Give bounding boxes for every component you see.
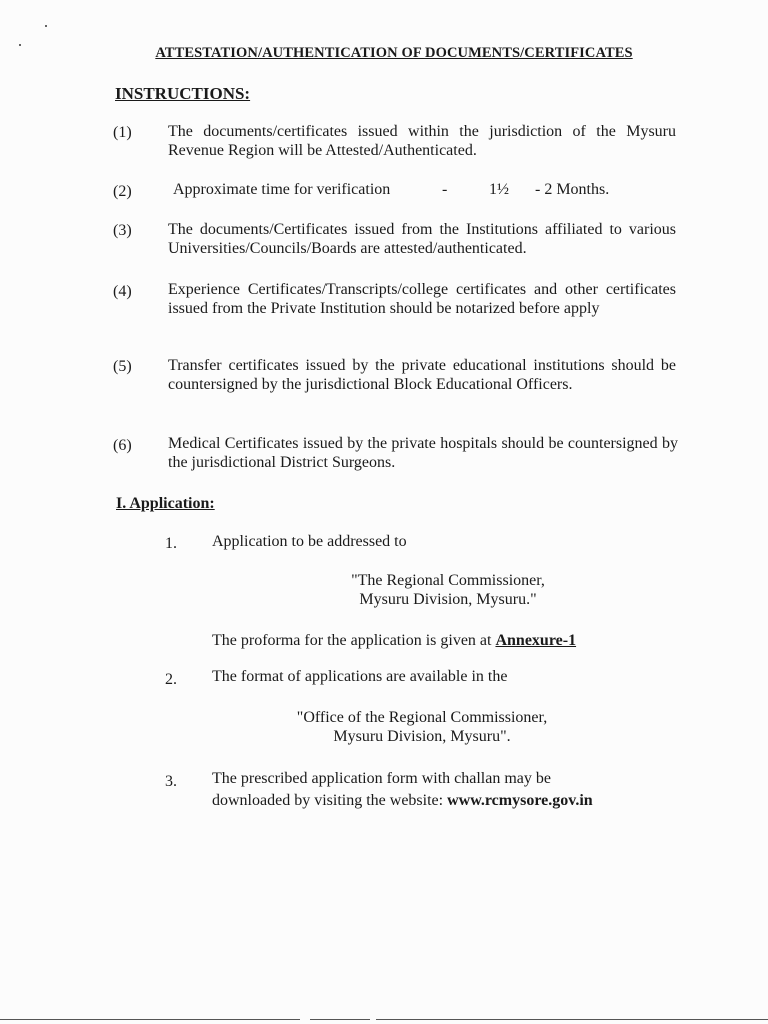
scan-edge-line <box>310 1019 370 1020</box>
address-line: Mysuru Division, Mysuru." <box>359 591 537 608</box>
address-block <box>318 571 578 609</box>
instruction-number: (6) <box>113 437 132 454</box>
application-item-text: The prescribed application form with challan may be <box>212 770 551 787</box>
application-item-number: 1. <box>165 535 177 552</box>
application-item-number: 2. <box>165 671 177 688</box>
instruction-text: The documents/certificates issued within the jurisdiction of the Mysuru Revenue Region will be Attested/Authenticated. <box>168 123 676 159</box>
instructions-heading: INSTRUCTIONS: <box>115 84 251 103</box>
application-heading: I. Application: <box>116 495 215 512</box>
website-note-text: downloaded by visiting the website: <box>212 792 448 809</box>
instruction-number: (5) <box>113 358 132 375</box>
instruction-number: (1) <box>113 124 132 141</box>
application-item-text: Application to be addressed to <box>212 533 407 550</box>
instruction-text: Approximate time for verification <box>173 181 391 198</box>
address-line: "Office of the Regional Commissioner, <box>296 709 548 726</box>
application-item-text: The format of applications are available in the <box>212 668 508 685</box>
instruction-text: Transfer certificates issued by the private educational institutions should be countersigned by the jurisdictional Block Educational Officers. <box>168 357 676 393</box>
address-block <box>262 708 582 746</box>
document-title: ATTESTATION/AUTHENTICATION OF DOCUMENTS/CERTIFICATES <box>155 45 633 61</box>
proforma-note <box>212 632 576 650</box>
scan-edge-line <box>376 1019 768 1020</box>
application-item-number: 3. <box>165 773 177 790</box>
instruction-text: The documents/Certificates issued from the Institutions affiliated to various Universities/Councils/Boards are attested/authenticated. <box>168 221 676 257</box>
instruction-text: Medical Certificates issued by the private hospitals should be countersigned by the jurisdictional District Surgeons. <box>168 435 678 471</box>
instruction-number: (3) <box>113 222 132 239</box>
annexure-link[interactable]: Annexure-1 <box>495 632 577 649</box>
website-link[interactable]: www.rcmysore.gov.in <box>447 792 593 809</box>
proforma-text: The proforma for the application is given at <box>212 632 496 649</box>
instruction-duration-from: 1½ <box>489 181 509 198</box>
instruction-number: (2) <box>113 183 132 200</box>
address-line: Mysuru Division, Mysuru". <box>333 728 511 745</box>
instruction-text: Experience Certificates/Transcripts/college certificates and other certificates issued from the Private Institution should be notarized before apply <box>168 281 676 317</box>
instruction-number: (4) <box>113 283 132 300</box>
address-line: "The Regional Commissioner, <box>351 572 545 589</box>
scan-edge-line <box>0 1019 300 1020</box>
instruction-dash: - <box>442 181 448 198</box>
instruction-duration-to: - 2 Months. <box>535 181 610 198</box>
website-note <box>212 792 593 810</box>
scan-speck <box>45 25 47 27</box>
